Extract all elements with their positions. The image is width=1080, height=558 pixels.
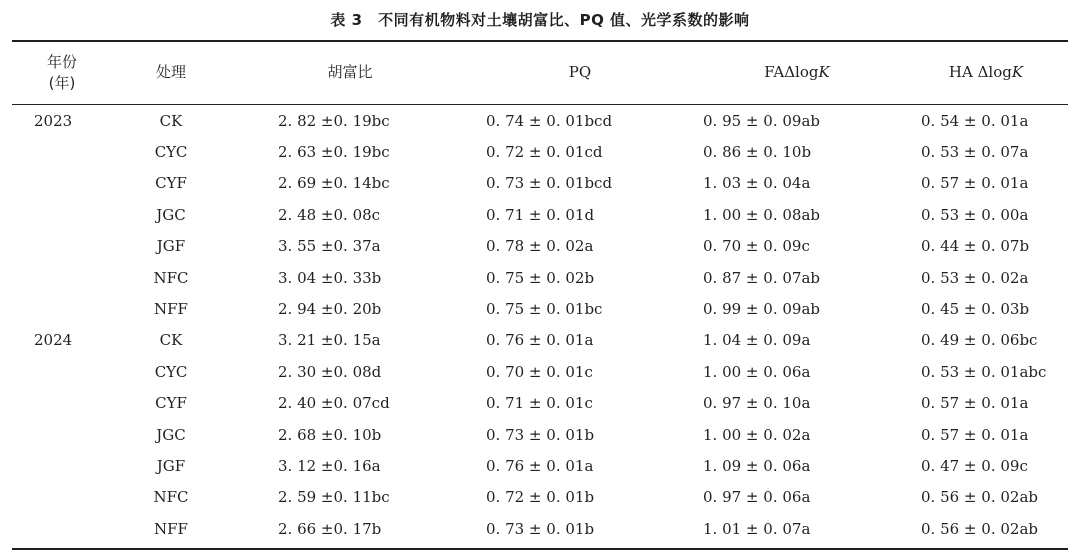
- cell-pq: 0. 75 ± 0. 02b: [486, 268, 595, 287]
- cell-year: [12, 419, 112, 450]
- header-year-line2: (年): [48, 73, 76, 92]
- header-fa-k: K: [818, 63, 830, 81]
- cell-pq: 0. 72 ± 0. 01b: [486, 488, 595, 507]
- cell-fa-dlogk: 1. 01 ± 0. 07a: [703, 519, 811, 538]
- cell-pq: 0. 70 ± 0. 01c: [486, 362, 593, 381]
- cell-humic-fulvic-ratio: 2. 63 ±0. 19bc: [278, 143, 390, 162]
- cell-pq: 0. 74 ± 0. 01bcd: [486, 111, 613, 130]
- table-row: [12, 513, 1068, 544]
- cell-fa-dlogk: 0. 86 ± 0. 10b: [703, 143, 812, 162]
- cell-treatment: JGF: [156, 457, 186, 476]
- cell-fa-dlogk: 0. 95 ± 0. 09ab: [703, 111, 820, 130]
- table-row: [12, 231, 1068, 262]
- cell-treatment: CK: [159, 111, 183, 130]
- cell-ha-dlogk: 0. 47 ± 0. 09c: [921, 457, 1028, 476]
- header-year: [12, 41, 112, 104]
- cell-year: 2023: [34, 111, 73, 130]
- header-treatment: 处理: [155, 63, 186, 81]
- cell-ha-dlogk: 0. 44 ± 0. 07b: [921, 237, 1030, 256]
- cell-treatment: JGC: [156, 205, 186, 224]
- cell-pq: 0. 76 ± 0. 01a: [486, 331, 594, 350]
- cell-treatment: CYF: [155, 174, 187, 193]
- cell-ha-dlogk: 0. 53 ± 0. 01abc: [921, 362, 1047, 381]
- cell-pq: 0. 72 ± 0. 01cd: [486, 143, 603, 162]
- cell-humic-fulvic-ratio: 2. 30 ±0. 08d: [278, 362, 382, 381]
- cell-ha-dlogk: 0. 57 ± 0. 01a: [921, 174, 1029, 193]
- cell-year: [12, 231, 112, 262]
- table-row: [12, 105, 1068, 136]
- cell-humic-fulvic-ratio: 2. 48 ±0. 08c: [278, 205, 381, 224]
- cell-ha-dlogk: 0. 45 ± 0. 03b: [921, 300, 1030, 319]
- cell-year: [12, 513, 112, 544]
- cell-ha-dlogk: 0. 53 ± 0. 02a: [921, 268, 1029, 287]
- cell-humic-fulvic-ratio: 2. 59 ±0. 11bc: [278, 488, 390, 507]
- cell-ha-dlogk: 0. 57 ± 0. 01a: [921, 425, 1029, 444]
- cell-pq: 0. 73 ± 0. 01b: [486, 519, 595, 538]
- cell-pq: 0. 73 ± 0. 01bcd: [486, 174, 613, 193]
- cell-fa-dlogk: 1. 00 ± 0. 08ab: [703, 205, 820, 224]
- cell-year: [12, 262, 112, 293]
- cell-fa-dlogk: 1. 09 ± 0. 06a: [703, 457, 811, 476]
- cell-pq: 0. 75 ± 0. 01bc: [486, 300, 603, 319]
- table-row: [12, 199, 1068, 230]
- cell-humic-fulvic-ratio: 2. 68 ±0. 10b: [278, 425, 382, 444]
- cell-ha-dlogk: 0. 56 ± 0. 02ab: [921, 519, 1038, 538]
- cell-year: [12, 482, 112, 513]
- cell-treatment: CYC: [154, 362, 188, 381]
- cell-treatment: CK: [159, 331, 183, 350]
- cell-treatment: NFC: [153, 488, 189, 507]
- cell-ha-dlogk: 0. 49 ± 0. 06bc: [921, 331, 1038, 350]
- cell-year: [12, 388, 112, 419]
- cell-year: [12, 356, 112, 387]
- cell-treatment: CYF: [155, 394, 187, 413]
- cell-year: [12, 199, 112, 230]
- cell-humic-fulvic-ratio: 2. 82 ±0. 19bc: [278, 111, 390, 130]
- table-row: [12, 293, 1068, 324]
- bottom-rule: [12, 548, 1068, 550]
- cell-fa-dlogk: 0. 87 ± 0. 07ab: [703, 268, 820, 287]
- header-ha-dlogk: [904, 41, 1068, 104]
- cell-pq: 0. 76 ± 0. 01a: [486, 457, 594, 476]
- cell-fa-dlogk: 1. 00 ± 0. 06a: [703, 362, 811, 381]
- table-row: [12, 136, 1068, 167]
- cell-treatment: NFF: [154, 300, 188, 319]
- cell-humic-fulvic-ratio: 2. 40 ±0. 07cd: [278, 394, 390, 413]
- cell-pq: 0. 71 ± 0. 01d: [486, 205, 595, 224]
- cell-humic-fulvic-ratio: 2. 66 ±0. 17b: [278, 519, 382, 538]
- cell-treatment: NFF: [154, 519, 188, 538]
- table-row: [12, 388, 1068, 419]
- cell-ha-dlogk: 0. 53 ± 0. 00a: [921, 205, 1029, 224]
- header-fa-dlogk: [690, 41, 904, 104]
- cell-humic-fulvic-ratio: 2. 69 ±0. 14bc: [278, 174, 390, 193]
- table-row: [12, 168, 1068, 199]
- cell-humic-fulvic-ratio: 3. 55 ±0. 37a: [278, 237, 381, 256]
- cell-fa-dlogk: 0. 97 ± 0. 06a: [703, 488, 811, 507]
- table-row: [12, 450, 1068, 481]
- cell-fa-dlogk: 0. 70 ± 0. 09c: [703, 237, 810, 256]
- header-year-line1: 年份: [46, 52, 77, 71]
- table-row: [12, 262, 1068, 293]
- cell-humic-fulvic-ratio: 3. 12 ±0. 16a: [278, 457, 381, 476]
- cell-humic-fulvic-ratio: 3. 21 ±0. 15a: [278, 331, 381, 350]
- table-row: [12, 325, 1068, 356]
- cell-year: [12, 293, 112, 324]
- cell-year: [12, 136, 112, 167]
- cell-fa-dlogk: 1. 04 ± 0. 09a: [703, 331, 811, 350]
- cell-fa-dlogk: 1. 00 ± 0. 02a: [703, 425, 811, 444]
- table-row: [12, 419, 1068, 450]
- table-row: [12, 356, 1068, 387]
- cell-treatment: JGF: [156, 237, 186, 256]
- header-pq: PQ: [568, 63, 592, 81]
- cell-ha-dlogk: 0. 57 ± 0. 01a: [921, 394, 1029, 413]
- cell-pq: 0. 73 ± 0. 01b: [486, 425, 595, 444]
- cell-year: [12, 168, 112, 199]
- cell-fa-dlogk: 0. 99 ± 0. 09ab: [703, 300, 820, 319]
- table-caption: 表 3 不同有机物料对土壤胡富比、PQ 值、光学系数的影响: [330, 11, 750, 29]
- header-ha-prefix: HA Δlog: [948, 63, 1012, 81]
- cell-ha-dlogk: 0. 56 ± 0. 02ab: [921, 488, 1038, 507]
- cell-humic-fulvic-ratio: 2. 94 ±0. 20b: [278, 300, 382, 319]
- cell-ha-dlogk: 0. 53 ± 0. 07a: [921, 143, 1029, 162]
- cell-treatment: NFC: [153, 268, 189, 287]
- cell-pq: 0. 71 ± 0. 01c: [486, 394, 593, 413]
- cell-humic-fulvic-ratio: 3. 04 ±0. 33b: [278, 268, 382, 287]
- cell-pq: 0. 78 ± 0. 02a: [486, 237, 594, 256]
- table-header: [12, 41, 1068, 104]
- cell-fa-dlogk: 0. 97 ± 0. 10a: [703, 394, 811, 413]
- cell-year: 2024: [34, 331, 73, 350]
- table-row: [12, 482, 1068, 513]
- header-ha-k: K: [1011, 63, 1024, 81]
- cell-treatment: CYC: [154, 143, 188, 162]
- header-humic-fulvic-ratio: 胡富比: [327, 63, 373, 81]
- cell-year: [12, 450, 112, 481]
- cell-fa-dlogk: 1. 03 ± 0. 04a: [703, 174, 811, 193]
- header-fa-prefix: FAΔlog: [764, 63, 819, 81]
- cell-treatment: JGC: [156, 425, 186, 444]
- cell-ha-dlogk: 0. 54 ± 0. 01a: [921, 111, 1029, 130]
